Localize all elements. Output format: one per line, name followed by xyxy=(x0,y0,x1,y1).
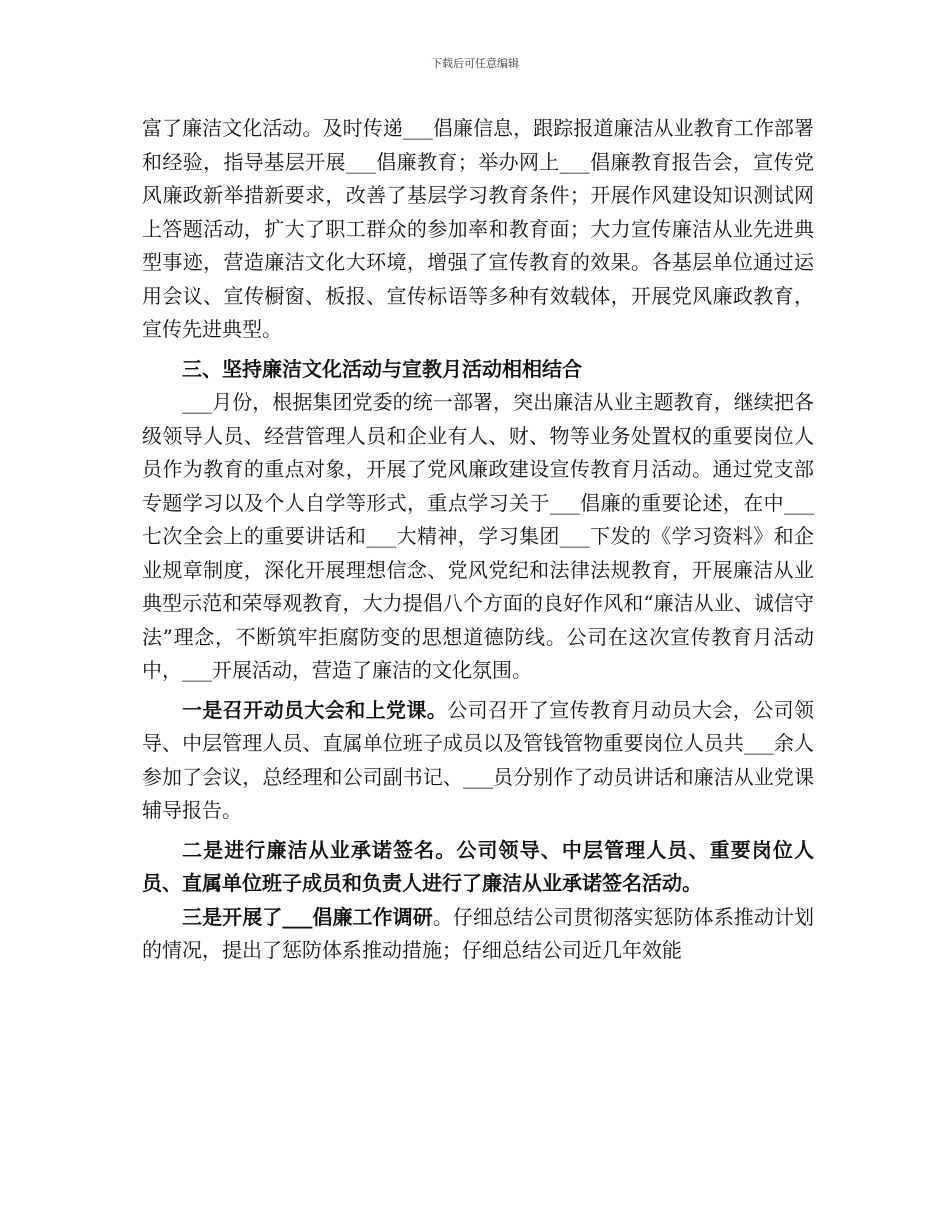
section-heading-3: 三、坚持廉洁文化活动与宣教月活动相相结合 xyxy=(182,356,582,381)
paragraph-5-lead: 三是开展了___倡廉工作调研 xyxy=(182,904,433,929)
paragraph-4: 二是进行廉洁从业承诺签名。公司领导、中层管理人员、重要岗位人员、直属单位班子成员和负责人进行了廉洁从业承诺签名活动。 xyxy=(142,837,814,895)
page-header-note: 下载后可任意编辑 xyxy=(431,57,519,70)
paragraph-3-rest: 公司召开了宣传教育月动员大会，公司领导、中层管理人员、直属单位班子成员以及管钱管物重要岗位人员共___余人参加了会议，总经理和公司副书记、___员分别作了动员讲话和廉洁从业党课辅导报告。 xyxy=(142,697,815,822)
document-body xyxy=(142,112,814,968)
paragraph-5-rest: 。仔细总结公司贯彻落实惩防体系推动计划的情况，提出了惩防体系推动措施；仔细总结公司近几年效能 xyxy=(142,904,815,962)
paragraph-1: 富了廉洁文化活动。及时传递___倡廉信息，跟踪报道廉洁从业教育工作部署和经验，指导基层开展___倡廉教育；举办网上___倡廉教育报告会，宣传党风廉政新举措新要求，改善了基层学习教育条件；开展作风建设知识测试网上答题活动，扩大了职工群众的参加率和教育面；大力宣传廉洁从业先进典型事迹，营造廉洁文化大环境，增强了宣传教育的效果。各基层单位通过运用会议、宣传橱窗、板报、宣传标语等多种有效载体，开展党风廉政教育，宣传先进典型。 xyxy=(142,116,814,341)
paragraph-2: ___月份，根据集团党委的统一部署，突出廉洁从业主题教育，继续把各级领导人员、经营管理人员和企业有人、财、物等业务处置权的重要岗位人员作为教育的重点对象，开展了党风廉政建设宣传教育月活动。通过党支部专题学习以及个人自学等形式，重点学习关于___倡廉的重要论述，在中___七次全会上的重要讲话和___大精神，学习集团___下发的《学习资料》和企业规章制度，深化开展理想信念、党风党纪和法律法规教育，开展廉洁从业典型示范和荣辱观教育，大力提倡八个方面的良好作风和“廉洁从业、诚信守法”理念，不断筑牢拒腐防变的思想道德防线。公司在这次宣传教育月活动中，___开展活动，营造了廉洁的文化氛围。 xyxy=(142,390,814,682)
paragraph-3-lead: 一是召开动员大会和上党课。 xyxy=(182,697,448,722)
paragraph-3 xyxy=(142,694,814,828)
paragraph-5 xyxy=(142,901,814,968)
